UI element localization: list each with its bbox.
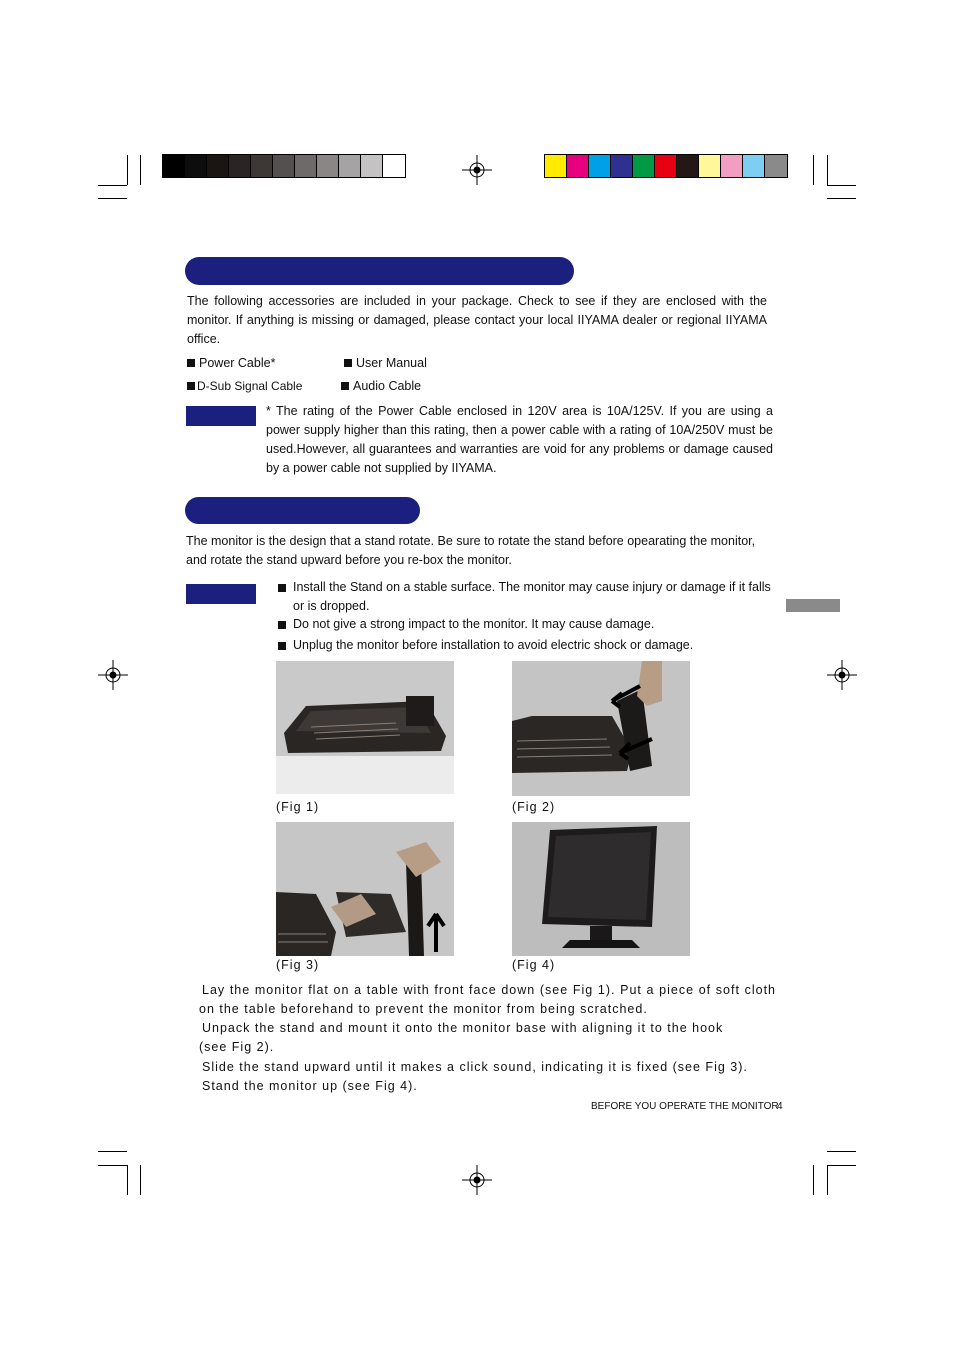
crop-mark [827,1151,856,1152]
crop-mark [98,1151,127,1152]
step-2-continued: (see Fig 2). [199,1040,275,1054]
crop-mark [827,1165,828,1195]
step-2-text: Unpack the stand and mount it onto the monitor base with aligning it to the hook [202,1021,724,1035]
caution-item: Install the Stand on a stable surface. The monitor may cause injury or damage if it falls or is dropped. [278,578,773,616]
crop-mark [140,155,141,185]
figure-2-caption: (Fig 2) [512,800,556,814]
footer-section-title: BEFORE YOU OPERATE THE MONITOR [591,1101,779,1112]
registration-mark-icon [462,155,492,185]
figure-4-caption: (Fig 4) [512,958,556,972]
color-swatch [273,155,295,177]
registration-mark-icon [827,660,857,690]
crop-mark [127,155,128,185]
note-tag [186,406,256,426]
accessories-intro: The following accessories are included in your package. Check to see if they are enclosed with the monitor. If anything is missing or damaged, please contact your local IIYAMA dealer or regional IIYAMA office. [187,294,767,346]
figure-3-caption: (Fig 3) [276,958,320,972]
grayscale-color-bar [162,154,406,178]
crop-mark [127,1165,128,1195]
crop-mark [140,1165,141,1195]
accessory-item: D-Sub Signal Cable [187,377,302,396]
figure-1-caption: (Fig 1) [276,800,320,814]
accessory-item: User Manual [344,354,427,373]
color-swatch [699,155,721,177]
color-swatch [611,155,633,177]
figure-3-image [276,822,454,956]
color-swatch [163,155,185,177]
crop-mark [98,1165,127,1166]
cmyk-color-bar [544,154,788,178]
color-swatch [361,155,383,177]
crop-mark [827,198,856,199]
color-swatch [589,155,611,177]
caution-item: Unplug the monitor before installation to avoid electric shock or damage. [278,636,773,655]
figure-4-image [512,822,690,956]
color-swatch [207,155,229,177]
crop-mark [813,1165,814,1195]
crop-mark [827,155,828,185]
crop-mark [98,198,127,199]
step-4-text: Stand the monitor up (see Fig 4). [202,1079,418,1093]
figure-1-image [276,661,454,794]
crop-mark [813,155,814,185]
power-cable-note: * The rating of the Power Cable enclosed in 120V area is 10A/125V. If you are using a power supply higher than this rating, then a power cable with a rating of 10A/250V must be used.However, all guarantees and warranties are void for any problems or damage caused by a power cable not supplied by IIYAMA. [266,404,773,475]
step-1-text: Lay the monitor flat on a table with front face down (see Fig 1). Put a piece of soft cloth on the table beforehand to prevent the monitor from being scratched. [199,983,776,1016]
color-swatch [251,155,273,177]
color-swatch [743,155,765,177]
crop-mark [98,185,127,186]
color-swatch [765,155,787,177]
color-swatch [339,155,361,177]
side-index-tab [786,599,840,612]
accessory-item: Power Cable* [187,354,275,373]
color-swatch [721,155,743,177]
step-3-text: Slide the stand upward until it makes a click sound, indicating it is fixed (see Fig 3). [202,1060,748,1074]
crop-mark [827,1165,856,1166]
stand-intro: The monitor is the design that a stand rotate. Be sure to rotate the stand before opearating the monitor, and rotate the stand upward before you re-box the monitor. [186,534,756,567]
color-swatch [567,155,589,177]
color-swatch [383,155,405,177]
color-swatch [229,155,251,177]
color-swatch [317,155,339,177]
page-number: 4 [777,1101,783,1112]
registration-mark-icon [462,1165,492,1195]
stand-section-header [185,497,420,524]
accessories-section-header [185,257,574,285]
figure-2-image [512,661,690,796]
crop-mark [827,185,856,186]
color-swatch [545,155,567,177]
color-swatch [677,155,699,177]
color-swatch [633,155,655,177]
registration-mark-icon [98,660,128,690]
color-swatch [295,155,317,177]
accessory-item: Audio Cable [341,377,421,396]
caution-tag [186,584,256,604]
color-swatch [185,155,207,177]
caution-item: Do not give a strong impact to the monitor. It may cause damage. [278,615,773,634]
color-swatch [655,155,677,177]
